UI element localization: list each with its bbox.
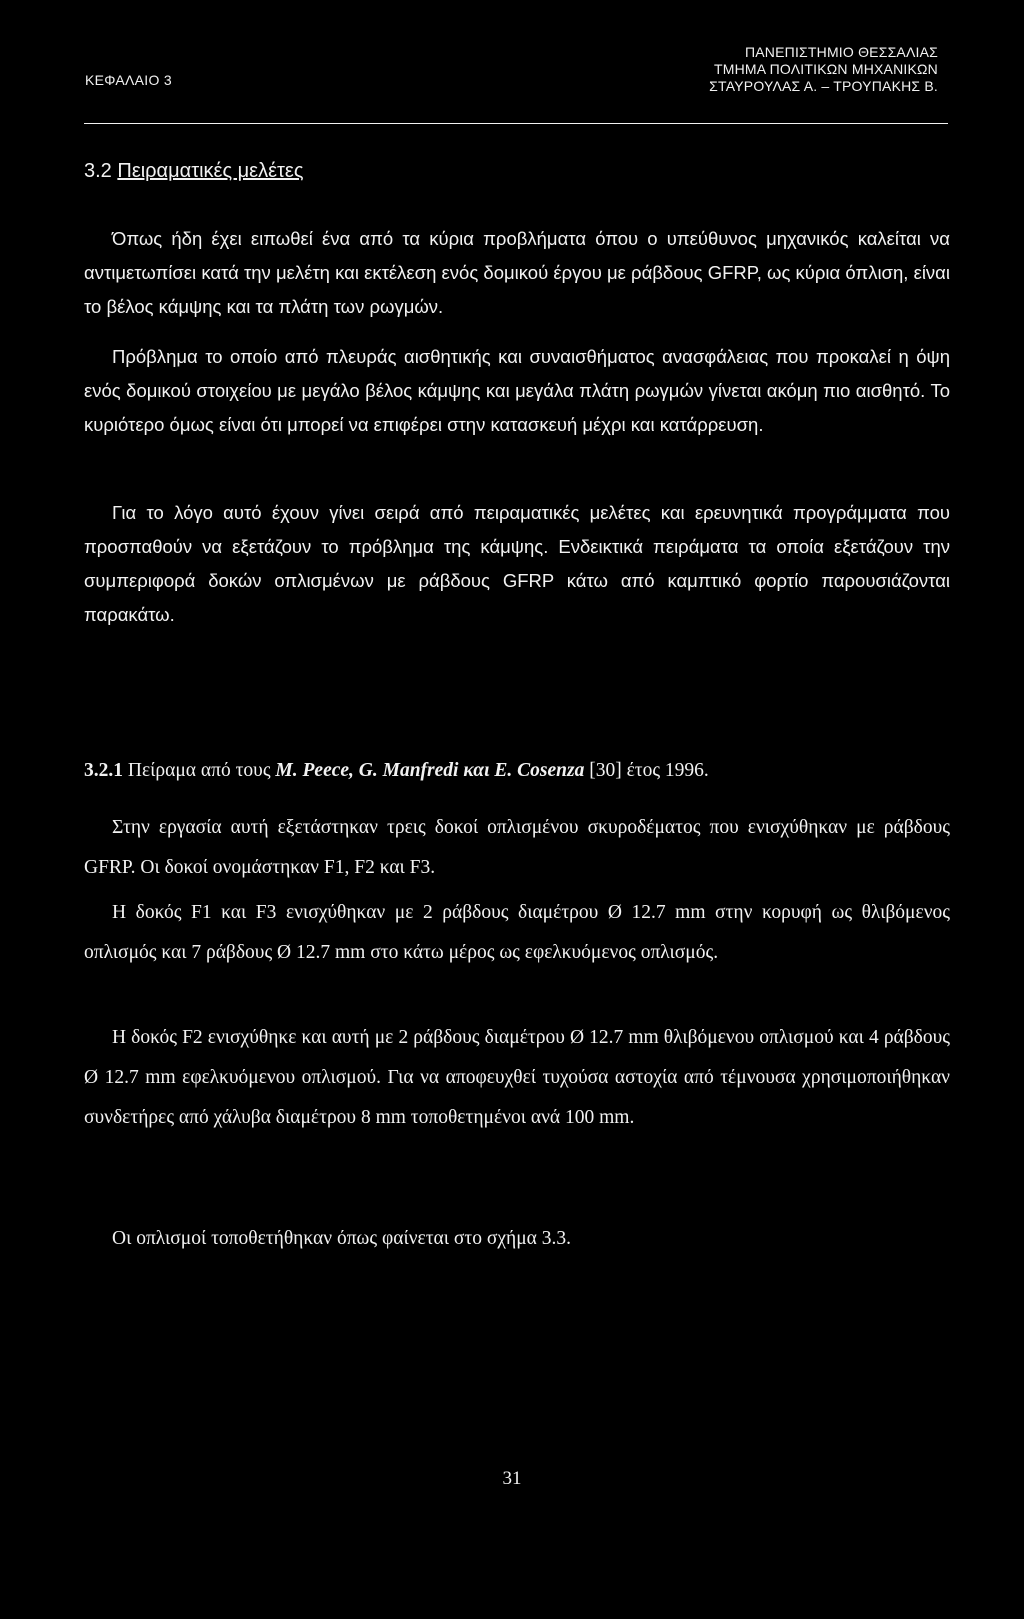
subsection-paragraph-1: Στην εργασία αυτή εξετάστηκαν τρεις δοκοί οπλισμένου σκυροδέματος που ενισχύθηκαν με ράβδους GFRP. Οι δοκοί ονομάστηκαν F1, F2 και F3. bbox=[84, 817, 950, 878]
subsection-authors: M. Peece, G. Manfredi και E. Cosenza bbox=[275, 760, 585, 781]
subsection-paragraph-4: Οι οπλισμοί τοποθετήθηκαν όπως φαίνεται στο σχήμα 3.3. bbox=[112, 1228, 572, 1249]
subsection-paragraph-3: Η δοκός F2 ενισχύθηκε και αυτή με 2 ράβδους διαμέτρου Ø 12.7 mm θλιβόμενου οπλισμού και 4 ράβδους Ø 12.7 mm εφελκυόμενου οπλισμού. Για να αποφευχθεί τυχούσα αστοχία από τέμνουσα χρησιμοποιήθηκαν συνδετήρες από χάλυβα διαμέτρου 8 mm τοποθετημένοι ανά 100 mm. bbox=[84, 1027, 950, 1128]
institution-line-2: ΤΜΗΜΑ ΠΟΛΙΤΙΚΩΝ ΜΗΧΑΝΙΚΩΝ bbox=[713, 61, 938, 77]
page-number: 31 bbox=[502, 1468, 522, 1489]
section-number: 3.2 bbox=[84, 160, 112, 182]
institution-line-1: ΠΑΝΕΠΙΣΤΗΜΙΟ ΘΕΣΣΑΛΙΑΣ bbox=[744, 44, 938, 60]
paragraph-3: Για το λόγο αυτό έχουν γίνει σειρά από πειραματικές μελέτες και ερευνητικά προγράμματα που προσπαθούν να εξετάζουν το πρόβλημα της κάμψης. Ενδεικτικά πειράματα τα οποία εξετάζουν την συμπεριφορά δοκών οπλισμένων με ράβδους GFRP κάτω από καμπτικό φορτίο παρουσιάζονται παρακάτω. bbox=[84, 502, 950, 625]
subsection-suffix: [30] έτος 1996. bbox=[589, 760, 709, 781]
section-title-text: Πειραματικές μελέτες bbox=[117, 160, 304, 182]
subsection-paragraph-2: Η δοκός F1 και F3 ενισχύθηκαν με 2 ράβδους διαμέτρου Ø 12.7 mm στην κορυφή ως θλιβόμενος οπλισμός και 7 ράβδους Ø 12.7 mm στο κάτω μέρος ως εφελκυόμενος οπλισμός. bbox=[84, 902, 950, 963]
authors-line: ΣΤΑΥΡΟΥΛΑΣ Α. – ΤΡΟΥΠΑΚΗΣ Β. bbox=[709, 78, 938, 94]
subsection-heading bbox=[84, 760, 709, 782]
paragraph-1: Όπως ήδη έχει ειπωθεί ένα από τα κύρια προβλήματα όπου ο υπεύθυνος μηχανικός καλείται να αντιμετωπίσει κατά την μελέτη και εκτέλεση ενός δομικού έργου με ράβδους GFRP, ως κύρια όπλιση, είναι το βέλος κάμψης και τα πλάτη των ρωγμών. bbox=[84, 228, 950, 317]
chapter-label: ΚΕΦΑΛΑΙΟ 3 bbox=[85, 72, 172, 88]
institution-block bbox=[578, 44, 938, 95]
subsection-prefix: Πείραμα από τους bbox=[127, 760, 271, 781]
section-heading bbox=[84, 160, 303, 183]
subsection-number: 3.2.1 bbox=[84, 760, 123, 781]
header-divider bbox=[84, 123, 948, 124]
paragraph-2: Πρόβλημα το οποίο από πλευράς αισθητικής και συναισθήματος ανασφάλειας που προκαλεί η όψη ενός δομικού στοιχείου με μεγάλο βέλος κάμψης και μεγάλα πλάτη ρωγμών γίνεται ακόμη πιο αισθητό. Το κυριότερο όμως είναι ότι μπορεί να επιφέρει στην κατασκευή μέχρι και κατάρρευση. bbox=[84, 346, 950, 435]
